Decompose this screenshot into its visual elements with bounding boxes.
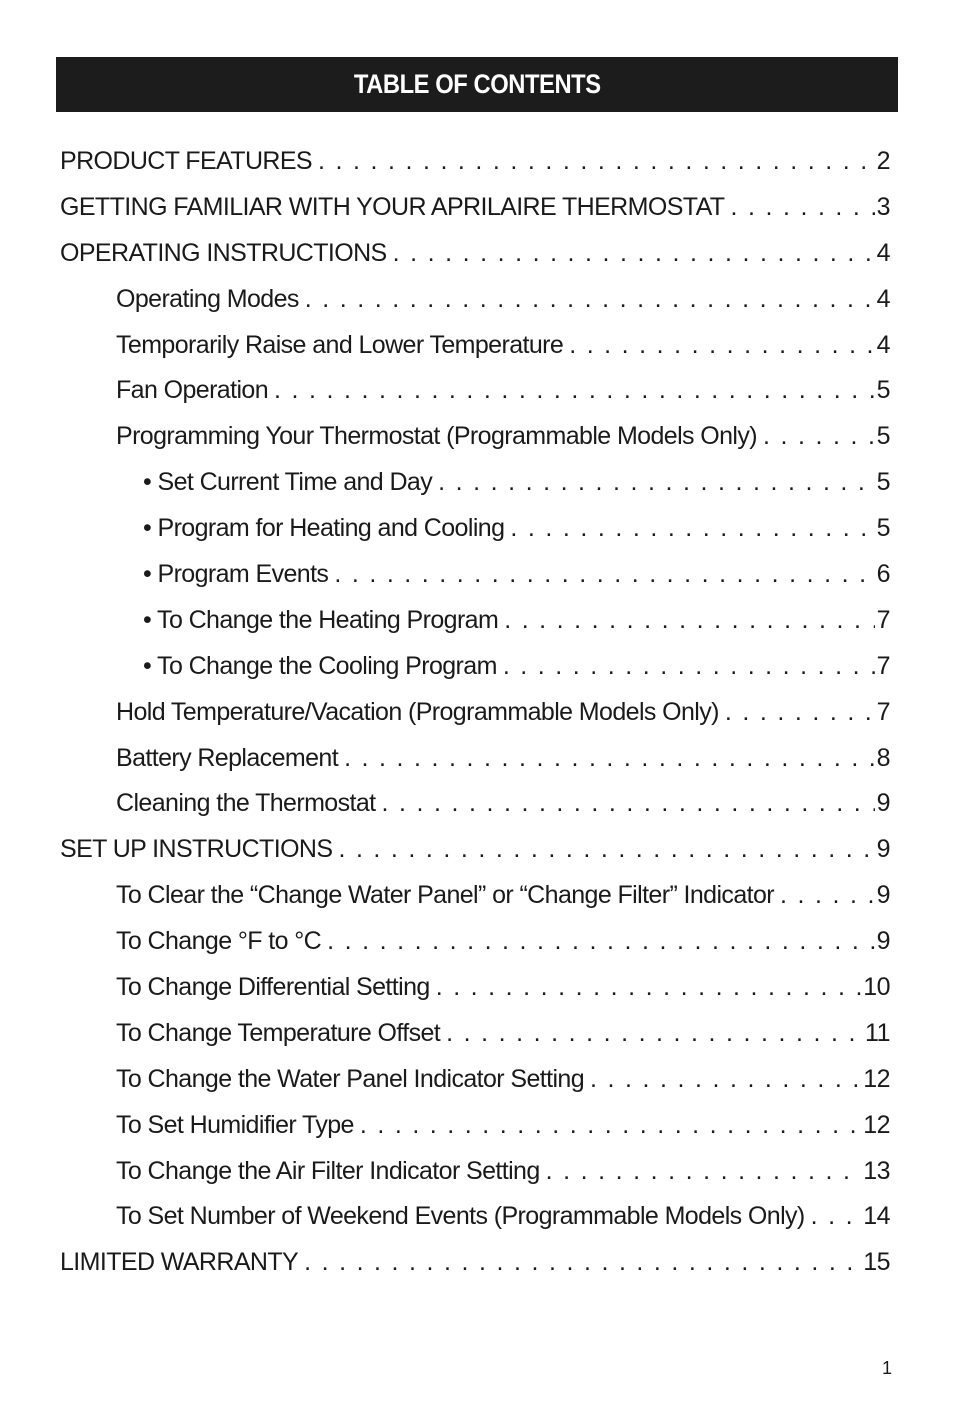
toc-dot-leader [274,368,875,414]
toc-entry-page: 7 [876,605,890,634]
toc-entry-label: SET UP INSTRUCTIONS [60,835,333,864]
page-title: TABLE OF CONTENTS [353,69,601,99]
toc-entry[interactable] [60,598,890,644]
toc-entry-label: To Change Differential Setting [116,973,430,1002]
toc-entry[interactable] [60,690,890,736]
toc-dot-leader [730,185,874,231]
toc-entry-label: • To Change the Cooling Program [143,651,497,680]
toc-entry[interactable] [60,919,890,965]
toc-entry[interactable] [60,1240,890,1286]
toc-entry-page: 9 [876,835,890,864]
toc-dot-leader [590,1057,861,1103]
toc-entry-page: 9 [876,927,890,956]
toc-dot-leader [360,1103,861,1149]
toc-entry-page: 7 [876,651,890,680]
toc-entry-label: • Set Current Time and Day [143,468,433,497]
toc-dot-leader [338,827,874,873]
toc-entry[interactable] [60,1194,890,1240]
toc-entry-label: To Set Humidifier Type [116,1110,354,1139]
toc-entry-page: 4 [876,284,890,313]
toc-dot-leader [393,231,875,277]
toc-entry-label: To Set Number of Weekend Events (Programmable Models Only) [116,1202,805,1231]
toc-entry[interactable] [60,1057,890,1103]
toc-entry[interactable] [60,185,890,231]
toc-dot-leader [344,736,875,782]
toc-entry[interactable] [60,414,890,460]
toc-entry-label: To Change the Water Panel Indicator Setting [116,1064,585,1093]
toc-entry[interactable] [60,827,890,873]
toc-entry-label: Cleaning the Thermostat [116,789,376,818]
toc-entry-page: 4 [876,330,890,359]
toc-entry-label: • To Change the Heating Program [143,605,499,634]
toc-entry[interactable] [60,277,890,323]
toc-entry-label: To Clear the “Change Water Panel” or “Change Filter” Indicator [116,881,775,910]
table-of-contents [60,139,890,1286]
toc-dot-leader [438,460,874,506]
toc-entry-page: 8 [876,743,890,772]
toc-dot-leader [510,506,874,552]
toc-entry[interactable] [60,231,890,277]
toc-dot-leader [569,323,874,369]
toc-entry-page: 9 [876,881,890,910]
toc-entry-page: 14 [863,1202,890,1231]
toc-entry-page: 9 [876,789,890,818]
page-number: 1 [882,1358,893,1378]
toc-dot-leader [504,598,874,644]
toc-entry-page: 2 [876,147,890,175]
toc-entry-page: 6 [876,560,890,589]
toc-dot-leader [382,781,875,827]
toc-entry[interactable] [60,781,890,827]
toc-entry-label: PRODUCT FEATURES [60,147,312,175]
toc-entry-page: 5 [876,514,890,543]
toc-entry-page: 4 [876,238,890,267]
toc-entry-page: 5 [876,376,890,405]
toc-dot-leader [546,1149,862,1195]
toc-entry[interactable] [60,139,890,185]
toc-entry-label: To Change the Air Filter Indicator Setting [116,1156,540,1185]
toc-entry[interactable] [60,460,890,506]
toc-dot-leader [725,690,875,736]
toc-dot-leader [811,1194,862,1240]
toc-entry[interactable] [60,506,890,552]
toc-dot-leader [780,873,875,919]
toc-entry[interactable] [60,873,890,919]
toc-entry-page: 15 [863,1248,890,1277]
toc-entry-page: 10 [863,973,890,1002]
toc-entry[interactable] [60,736,890,782]
toc-dot-leader [446,1011,863,1057]
toc-entry-page: 5 [876,422,890,451]
toc-dot-leader [334,552,874,598]
toc-dot-leader [327,919,874,965]
toc-entry-label: Temporarily Raise and Lower Temperature [116,330,564,359]
toc-entry-page: 11 [865,1018,890,1047]
toc-entry-page: 5 [876,468,890,497]
toc-entry[interactable] [60,1103,890,1149]
toc-entry[interactable] [60,965,890,1011]
toc-entry-page: 3 [876,192,890,221]
toc-dot-leader [304,1240,861,1286]
toc-entry[interactable] [60,644,890,690]
toc-entry-label: Fan Operation [116,376,269,405]
toc-dot-leader [503,644,875,690]
toc-entry[interactable] [60,552,890,598]
toc-entry[interactable] [60,323,890,369]
toc-dot-leader [763,414,875,460]
toc-dot-leader [318,139,875,185]
toc-entry[interactable] [60,1149,890,1195]
toc-entry[interactable] [60,368,890,414]
toc-entry-label: Programming Your Thermostat (Programmable Models Only) [116,422,758,451]
toc-dot-leader [436,965,861,1011]
toc-entry-label: Hold Temperature/Vacation (Programmable Models Only) [116,697,719,726]
toc-entry-label: Battery Replacement [116,743,339,772]
toc-entry-label: GETTING FAMILIAR WITH YOUR APRILAIRE THERMOSTAT [60,192,725,221]
toc-entry-label: To Change °F to °C [116,927,322,956]
toc-entry-label: Operating Modes [116,284,299,313]
toc-entry-page: 7 [876,697,890,726]
toc-entry-label: • Program for Heating and Cooling [143,514,505,543]
toc-entry-page: 13 [863,1156,890,1185]
toc-entry-label: • Program Events [143,560,329,589]
toc-entry-page: 12 [863,1110,890,1139]
toc-entry[interactable] [60,1011,890,1057]
toc-entry-label: LIMITED WARRANTY [60,1248,299,1277]
toc-dot-leader [305,277,875,323]
toc-header-bar [56,57,898,112]
toc-entry-page: 12 [863,1064,890,1093]
toc-entry-label: OPERATING INSTRUCTIONS [60,238,387,267]
toc-entry-label: To Change Temperature Offset [116,1018,441,1047]
